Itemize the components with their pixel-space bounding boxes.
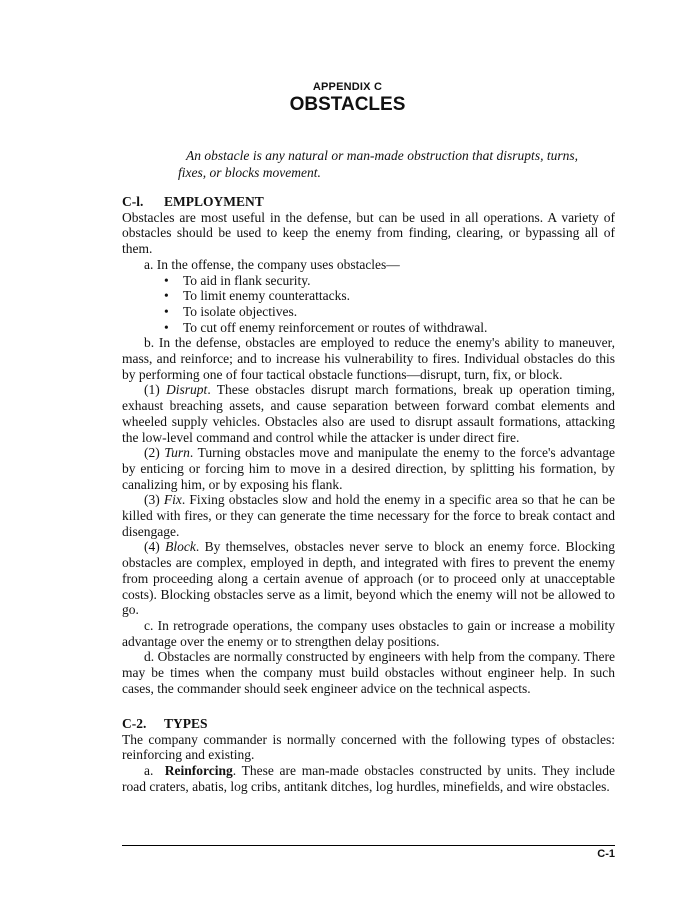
item-prefix: a. [144, 763, 165, 779]
item-term: Disrupt [166, 382, 208, 398]
item-text: . These are man-made obstacles constructed by units. They include road craters, abatis, log cribs, antitank ditches, log hurdles, minefields, and wire obstacles. [122, 763, 615, 794]
subparagraph-b: b. In the defense, obstacles are employed to reduce the enemy's ability to maneuver, mass, and reinforce; and to increase his vulnerability to fires. Individual obstacles do this by performing one of four tactical obstacle functions—disrupt, turn, fix, or block. [122, 335, 615, 382]
subparagraph-c: c. In retrograde operations, the company uses obstacles to gain or increase a mobility advantage over the enemy or to strengthen delay positions. [122, 617, 615, 649]
item-term: Turn [164, 445, 190, 461]
page-title: OBSTACLES [289, 94, 406, 115]
item-term: Reinforcing [164, 763, 233, 779]
item-number: (4) [144, 539, 166, 555]
item-text: . Fixing obstacles slow and hold the enemy in a specific area so that he can be killed with fires, or they can generate the time necessary for the force to break contact and disengage. [122, 492, 615, 539]
paragraph: Obstacles are most useful in the defense, but can be used in all operations. A variety of obstacles should be used to keep the enemy from finding, clearing, or bypassing all of them. [122, 209, 615, 257]
item-term: Block [165, 539, 196, 555]
item-text: . By themselves, obstacles never serve to block an enemy force. Blocking obstacles are complex, employed in depth, and integrated with fires to prevent the enemy from proceeding along a certain avenue of approach (or to proceed only at unacceptable costs). Blocking obstacles serve as a limit, beyond which the enemy will not be allowed to go. [122, 539, 615, 618]
subparagraph-a: a. In the offense, the company uses obstacles— [144, 256, 400, 272]
list-item: • To cut off enemy reinforcement or routes of withdrawal. [162, 320, 615, 336]
function-item-disrupt [122, 382, 615, 445]
function-item-fix [122, 492, 615, 539]
item-number: (3) [144, 492, 164, 508]
paragraph: The company commander is normally concerned with the following types of obstacles: reinforcing and existing. [122, 731, 615, 763]
item-text: . These obstacles disrupt march formations, break up operation timing, exhaust breaching assets, and cause separation between forward combat elements and wheeled supply vehicles. Obstacles also are used to disrupt assault formations, attacking the low-level command and control while the attacker is under direct fire. [122, 382, 615, 445]
subparagraph-d: d. Obstacles are normally constructed by engineers with help from the company. There may be times when the company must build obstacles without engineer help. In such cases, the commander should seek engineer advice on the technical aspects. [122, 649, 615, 696]
function-item-turn [122, 445, 615, 492]
item-number: (2) [144, 445, 165, 461]
page-number: C-1 [597, 848, 615, 860]
bullet-list [122, 273, 615, 336]
section-title: EMPLOYMENT [164, 194, 264, 209]
list-item: • To limit enemy counterattacks. [162, 288, 615, 304]
intro-paragraph: An obstacle is any natural or man-made obstruction that disrupts, turns, fixes, or blocks movement. [178, 148, 578, 180]
item-number: (1) [144, 382, 167, 398]
item-term: Fix [163, 492, 182, 508]
section-number: C-2. [122, 716, 147, 731]
function-item-block [122, 539, 615, 618]
section-number: C-l. [122, 194, 144, 209]
item-text: . Turning obstacles move and manipulate the enemy to the force's advantage by enticing or forcing him to move in a desired direction, by splitting his formation, by canalizing him, or by exposing his flank. [122, 445, 615, 492]
section-title: TYPES [164, 716, 208, 731]
appendix-label: APPENDIX C [312, 81, 383, 93]
list-item: • To aid in flank security. [162, 273, 615, 289]
subparagraph-a [122, 763, 615, 794]
section-employment [122, 194, 615, 697]
section-heading [122, 716, 615, 732]
list-item: • To isolate objectives. [162, 304, 615, 320]
section-types [122, 716, 615, 795]
footer-divider [122, 845, 615, 846]
section-heading [122, 194, 615, 210]
